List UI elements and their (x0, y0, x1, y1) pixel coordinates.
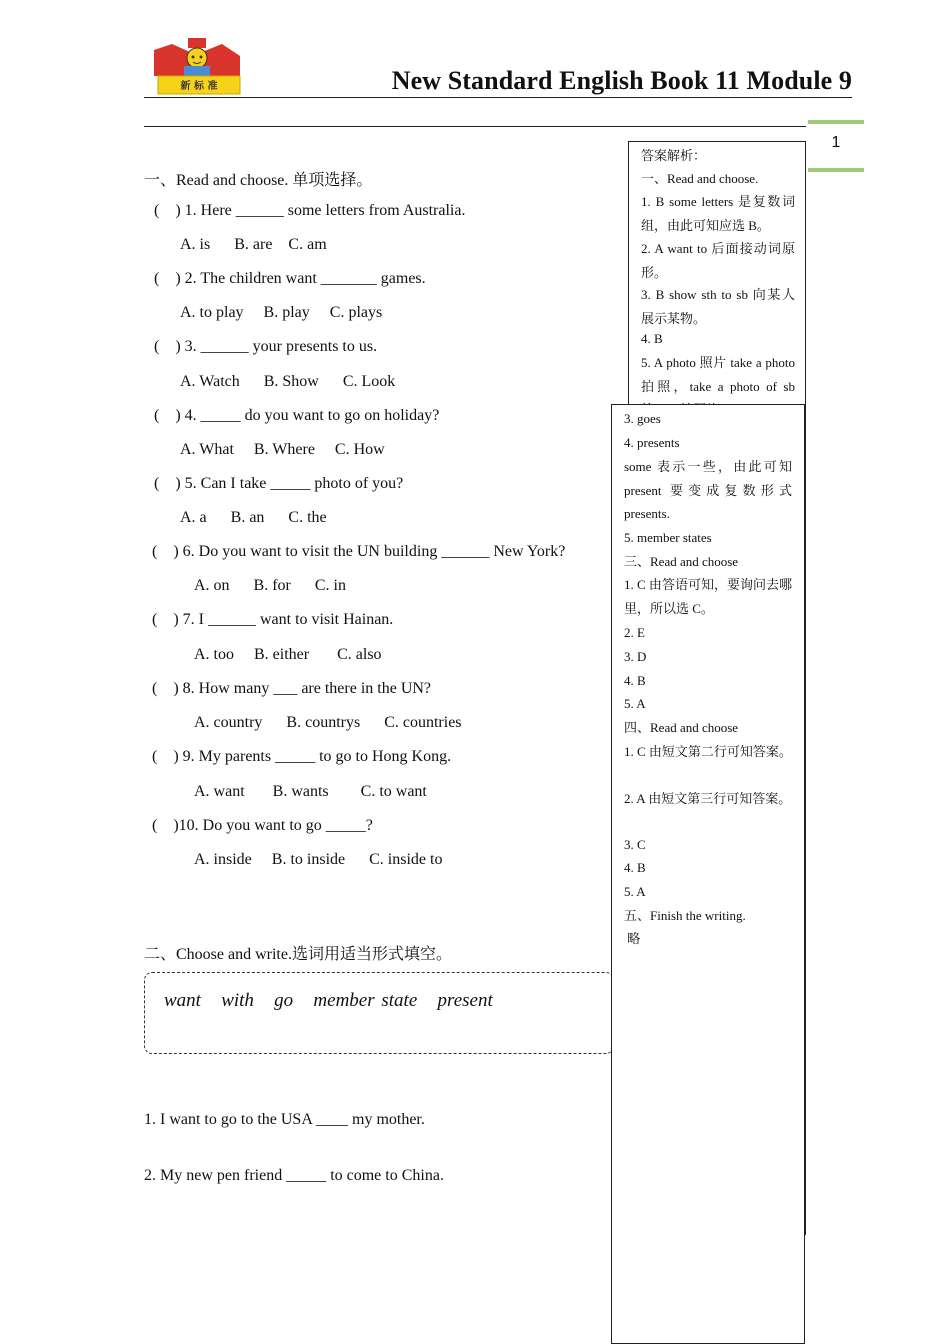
logo-text: 新 标 准 (180, 81, 218, 92)
answers-heading: 一、Read and choose. (641, 171, 759, 186)
header-divider-secondary (144, 126, 806, 127)
answer-box-primary-content (629, 142, 805, 404)
question-3: ( ) 3. ______ your presents to us. (154, 338, 378, 355)
answer2-line-4: 5. member states (624, 530, 712, 545)
document-title: New Standard English Book 11 Module 9 (391, 66, 852, 95)
page-number-accent-top (808, 120, 864, 124)
answer-item-3: 3. B show sth to sb 向某人展示某物。 (641, 287, 795, 326)
answer2-line-18: 略 (624, 931, 641, 946)
question-6-options: A. on B. for C. in (194, 577, 346, 594)
publisher-logo (150, 36, 244, 96)
question-3-options: A. Watch B. Show C. Look (180, 373, 396, 390)
answer2-line-17: 五、Finish the writing. (624, 908, 746, 923)
question-7-options: A. too B. either C. also (194, 646, 382, 663)
answer2-line-12: 1. C 由短文第二行可知答案。 (624, 744, 792, 759)
question-8-options: A. country B. countrys C. countries (194, 714, 462, 731)
answer2-line-3: some 表示一些，由此可知 present 要变成复数形式 presents. (624, 459, 792, 521)
question-4: ( ) 4. _____ do you want to go on holiday? (154, 407, 440, 424)
question-5: ( ) 5. Can I take _____ photo of you? (154, 475, 404, 492)
word-bank: want with go member state present (164, 990, 493, 1011)
answer2-line-7: 2. E (624, 625, 645, 640)
answer-item-2: 2. A want to 后面接动词原形。 (641, 241, 795, 280)
answer-item-5: 5. A photo 照片 take a photo 拍照，take a photo of sb (641, 355, 795, 394)
answer2-line-5: 三、Read and choose (624, 554, 739, 569)
fill-sentence-1: 1. I want to go to the USA ____ my mother. (144, 1111, 425, 1128)
question-2: ( ) 2. The children want _______ games. (154, 270, 426, 287)
question-9: ( ) 9. My parents _____ to go to Hong Kong. (152, 748, 452, 765)
page-number: 1 (831, 134, 841, 151)
section2-heading: 二、Choose and write.选词用适当形式填空。 (144, 946, 452, 963)
question-4-options: A. What B. Where C. How (180, 441, 385, 458)
fill-sentence-2: 2. My new pen friend _____ to come to China. (144, 1167, 444, 1184)
answer-item-1: 1. B some letters 是复数词组，由此可知应选 B。 (641, 194, 795, 233)
question-1: ( ) 1. Here ______ some letters from Australia. (154, 202, 466, 219)
answer2-line-2: 4. presents (624, 435, 680, 450)
question-10: ( )10. Do you want to go _____? (152, 817, 373, 834)
question-5-options: A. a B. an C. the (180, 509, 327, 526)
answer2-line-14: 3. C (624, 837, 646, 852)
answer2-line-6: 1. C 由答语可知，要询问去哪里，所以选 C。 (624, 577, 792, 616)
question-6: ( ) 6. Do you want to visit the UN building ______ New York? (152, 543, 566, 560)
question-10-options: A. inside B. to inside C. inside to (194, 851, 443, 868)
answer2-line-1: 3. goes (624, 411, 661, 426)
question-2-options: A. to play B. play C. plays (180, 304, 383, 321)
answer2-line-15: 4. B (624, 860, 646, 875)
page-number-accent-bottom (808, 168, 864, 172)
answer-item-4: 4. B (641, 331, 663, 346)
header-divider (144, 97, 852, 98)
answers-title: 答案解析： (641, 148, 707, 163)
answer2-line-16: 5. A (624, 884, 646, 899)
answer2-line-9: 4. B (624, 673, 646, 688)
question-9-options: A. want B. wants C. to want (194, 783, 427, 800)
answer2-line-8: 3. D (624, 649, 647, 664)
answer2-line-13: 2. A 由短文第三行可知答案。 (624, 791, 792, 806)
word-bank-box (144, 972, 614, 1054)
section1-heading: 一、Read and choose. 单项选择。 (144, 172, 373, 189)
answer2-line-10: 5. A (624, 696, 646, 711)
answer2-line-11: 四、Read and choose (624, 720, 739, 735)
question-8: ( ) 8. How many ___ are there in the UN? (152, 680, 432, 697)
question-1-options: A. is B. are C. am (180, 236, 327, 253)
question-7: ( ) 7. I ______ want to visit Hainan. (152, 611, 394, 628)
